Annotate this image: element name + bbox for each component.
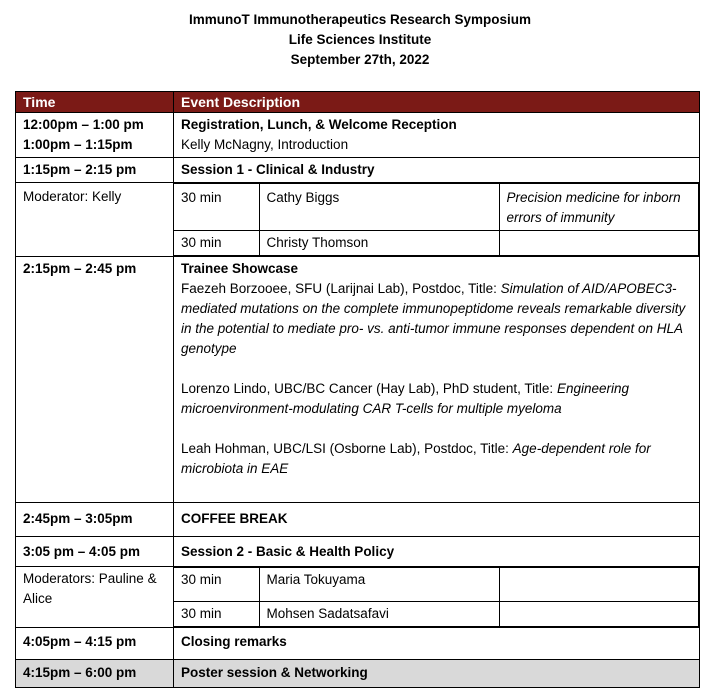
event-date: September 27th, 2022 (290, 52, 430, 67)
column-header-time: Time (16, 92, 174, 113)
event-cell (174, 113, 700, 158)
event-title: Poster session & Networking (174, 660, 700, 688)
talk-duration: 30 min (174, 568, 259, 602)
time-text: 12:00pm – 1:00 pm (23, 117, 144, 132)
table-row (16, 158, 700, 183)
event-subtitle: Kelly McNagny, Introduction (181, 137, 349, 152)
talks-cell (174, 183, 700, 257)
schedule-table (15, 91, 700, 688)
time-cell: 4:05pm – 4:15 pm (16, 628, 174, 660)
talk-row (174, 602, 699, 627)
event-title: Trainee Showcase (181, 261, 299, 276)
table-row (16, 660, 700, 688)
speaker-name: Cathy Biggs (259, 184, 499, 231)
talk-title-empty (499, 602, 699, 627)
table-header-row (16, 92, 700, 113)
speaker-name: Maria Tokuyama (259, 568, 499, 602)
trainee-talk (181, 279, 692, 359)
time-cell: 3:05 pm – 4:05 pm (16, 537, 174, 567)
symposium-title: ImmunoT Immunotherapeutics Research Symposium (188, 12, 532, 27)
talk-row (174, 184, 699, 231)
table-row (16, 257, 700, 503)
talks-table (174, 567, 699, 627)
venue-name: Life Sciences Institute (288, 32, 432, 47)
talk-row (174, 568, 699, 602)
time-cell: 2:45pm – 3:05pm (16, 503, 174, 537)
moderator-cell: Moderator: Kelly (16, 183, 174, 257)
time-text: 1:00pm – 1:15pm (23, 137, 133, 152)
table-row (16, 567, 700, 628)
talk-title: Engineering microenvironment-modulating CAR T-cells for multiple myeloma (181, 381, 629, 416)
column-header-event: Event Description (174, 92, 700, 113)
table-row (16, 503, 700, 537)
talk-row (174, 231, 699, 256)
moderator-cell: Moderators: Pauline & Alice (16, 567, 174, 628)
table-row (16, 537, 700, 567)
event-title: Registration, Lunch, & Welcome Reception (181, 117, 457, 132)
trainee-talk (181, 379, 692, 419)
talk-speaker: Lorenzo Lindo, UBC/BC Cancer (Hay Lab), PhD student, Title: (181, 381, 557, 396)
talk-title-empty (499, 568, 699, 602)
talk-title: Simulation of AID/APOBEC3-mediated mutations on the complete immunopeptidome reveals remarkable diversity in the potential to mediate pro- vs. anti-tumor immune responses dependent on HLA genotype (181, 281, 686, 356)
trainee-talk (181, 439, 692, 479)
event-title: Closing remarks (174, 628, 700, 660)
talk-title-empty (499, 231, 699, 256)
time-cell: 1:15pm – 2:15 pm (16, 158, 174, 183)
talk-duration: 30 min (174, 184, 259, 231)
event-title: COFFEE BREAK (174, 503, 700, 537)
event-title: Session 2 - Basic & Health Policy (174, 537, 700, 567)
event-cell (174, 257, 700, 503)
time-cell: 2:15pm – 2:45 pm (16, 257, 174, 503)
talk-title: Age-dependent role for microbiota in EAE (181, 441, 651, 476)
time-cell: 4:15pm – 6:00 pm (16, 660, 174, 688)
talk-duration: 30 min (174, 602, 259, 627)
talks-table (174, 183, 699, 256)
time-cell (16, 113, 174, 158)
talk-speaker: Faezeh Borzooee, SFU (Larijnai Lab), Postdoc, Title: (181, 281, 501, 296)
talk-duration: 30 min (174, 231, 259, 256)
speaker-name: Christy Thomson (259, 231, 499, 256)
speaker-name: Mohsen Sadatsafavi (259, 602, 499, 627)
table-row (16, 183, 700, 257)
table-row (16, 628, 700, 660)
talk-title: Precision medicine for inborn errors of immunity (499, 184, 699, 231)
talks-cell (174, 567, 700, 628)
talk-speaker: Leah Hohman, UBC/LSI (Osborne Lab), Postdoc, Title: (181, 441, 513, 456)
event-title: Session 1 - Clinical & Industry (174, 158, 700, 183)
table-row (16, 113, 700, 158)
